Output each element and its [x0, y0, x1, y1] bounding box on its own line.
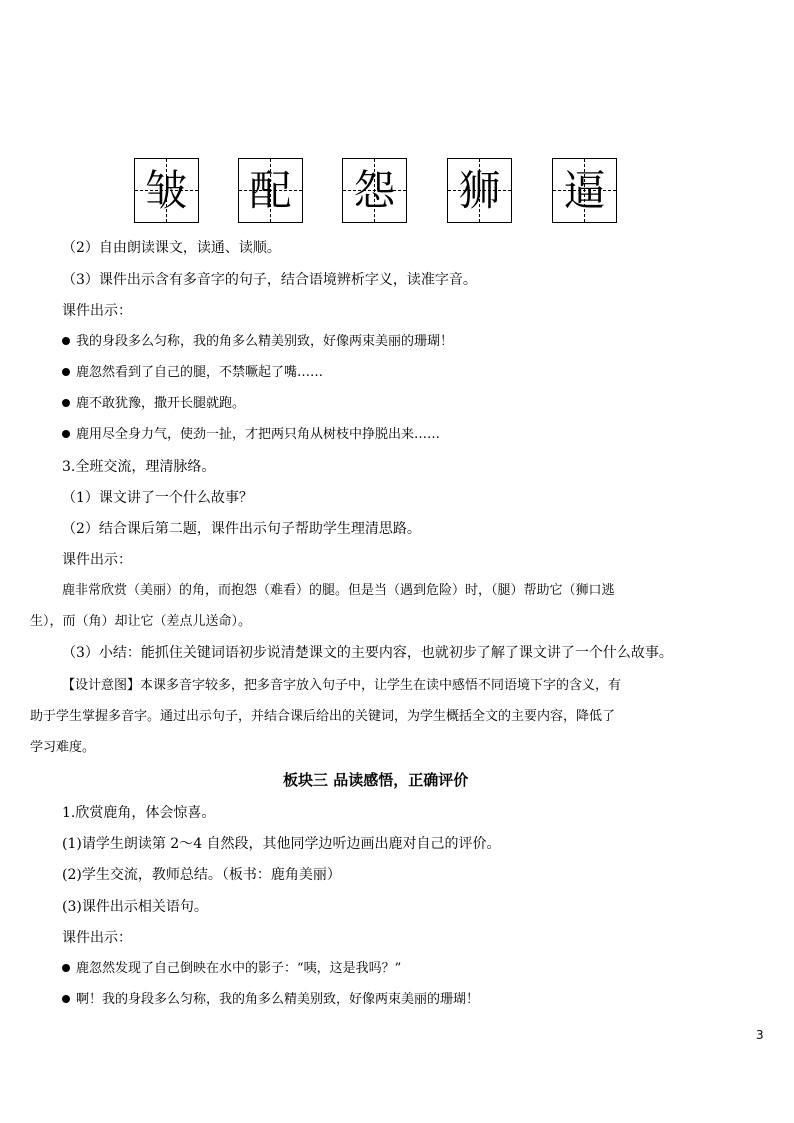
text-line: 鹿非常欣赏（美丽）的角，而抱怨（难看）的腿。但是当（遇到危险）时，（腿）帮助它（狮口逃	[62, 583, 615, 598]
text-line: 课件出示：	[62, 930, 132, 946]
character: 逼	[563, 166, 606, 215]
character-cell	[134, 158, 199, 223]
section-heading: 板块三 品读感悟，正确评价	[283, 771, 469, 789]
text-line: (3)课件出示相关语句。	[62, 899, 208, 915]
text-line: （3）课件出示含有多音字的句子，结合语境辨析字义，读准字音。	[62, 272, 477, 288]
bullet-icon	[62, 337, 70, 345]
text-line: （3）小结：能抓住关键词语初步说清楚课文的主要内容，也就初步了解了课文讲了一个什么故事。	[62, 645, 673, 661]
bullet-icon	[62, 430, 70, 438]
bullet-icon	[62, 399, 70, 407]
bullet-icon	[62, 368, 70, 376]
character: 狮	[458, 166, 501, 215]
text-line: （2）结合课后第二题，课件出示句子帮助学生理清思路。	[62, 521, 421, 537]
character-cell	[552, 158, 617, 223]
character-grid	[134, 158, 618, 223]
character: 怨	[353, 166, 396, 215]
text-line: (2)学生交流，教师总结。（板书：鹿角美丽）	[62, 867, 341, 883]
character: 配	[249, 166, 292, 215]
bullet-icon	[62, 995, 70, 1003]
text-line: (1)请学生朗读第 2～4 自然段，其他同学边听边画出鹿对自己的评价。	[62, 836, 501, 852]
design-intent-line: 学习难度。	[30, 740, 96, 755]
bullet-item: 鹿用尽全身力气，使劲一扯，才把两只角从树枝中挣脱出来……	[62, 425, 440, 445]
character: 皱	[145, 166, 188, 215]
character-cell	[447, 158, 512, 223]
bullet-item: 鹿忽然看到了自己的腿，不禁噘起了嘴……	[62, 363, 323, 383]
text-line: 3.全班交流，理清脉络。	[62, 459, 216, 475]
design-intent-line: 助于学生掌握多音字。通过出示句子，并结合课后给出的关键词，为学生概括全文的主要内容，降低了	[30, 709, 616, 724]
text-line: 1.欣赏鹿角，体会惊喜。	[62, 805, 216, 821]
text-line: 课件出示：	[62, 552, 132, 568]
page-number: 3	[756, 1028, 764, 1042]
design-intent-line: 【设计意图】本课多音字较多，把多音字放入句子中，让学生在读中感悟不同语境下字的含义，有	[62, 678, 622, 693]
bullet-item: 啊！我的身段多么匀称，我的角多么精美别致，好像两束美丽的珊瑚！	[62, 990, 479, 1010]
character-cell	[238, 158, 303, 223]
bullet-item: 鹿不敢犹豫，撒开长腿就跑。	[62, 394, 245, 414]
text-line: 课件出示：	[62, 303, 132, 319]
text-line: （1）课文讲了一个什么故事？	[62, 490, 253, 506]
bullet-item: 鹿忽然发现了自己倒映在水中的影子：“咦，这是我吗？”	[62, 959, 401, 979]
bullet-icon	[62, 964, 70, 972]
text-line: 生），而（角）却让它（差点儿送命）。	[30, 614, 252, 629]
text-line: （2）自由朗读课文，读通、读顺。	[62, 240, 281, 256]
bullet-item: 我的身段多么匀称，我的角多么精美别致，好像两束美丽的珊瑚！	[62, 332, 453, 352]
character-cell	[342, 158, 407, 223]
